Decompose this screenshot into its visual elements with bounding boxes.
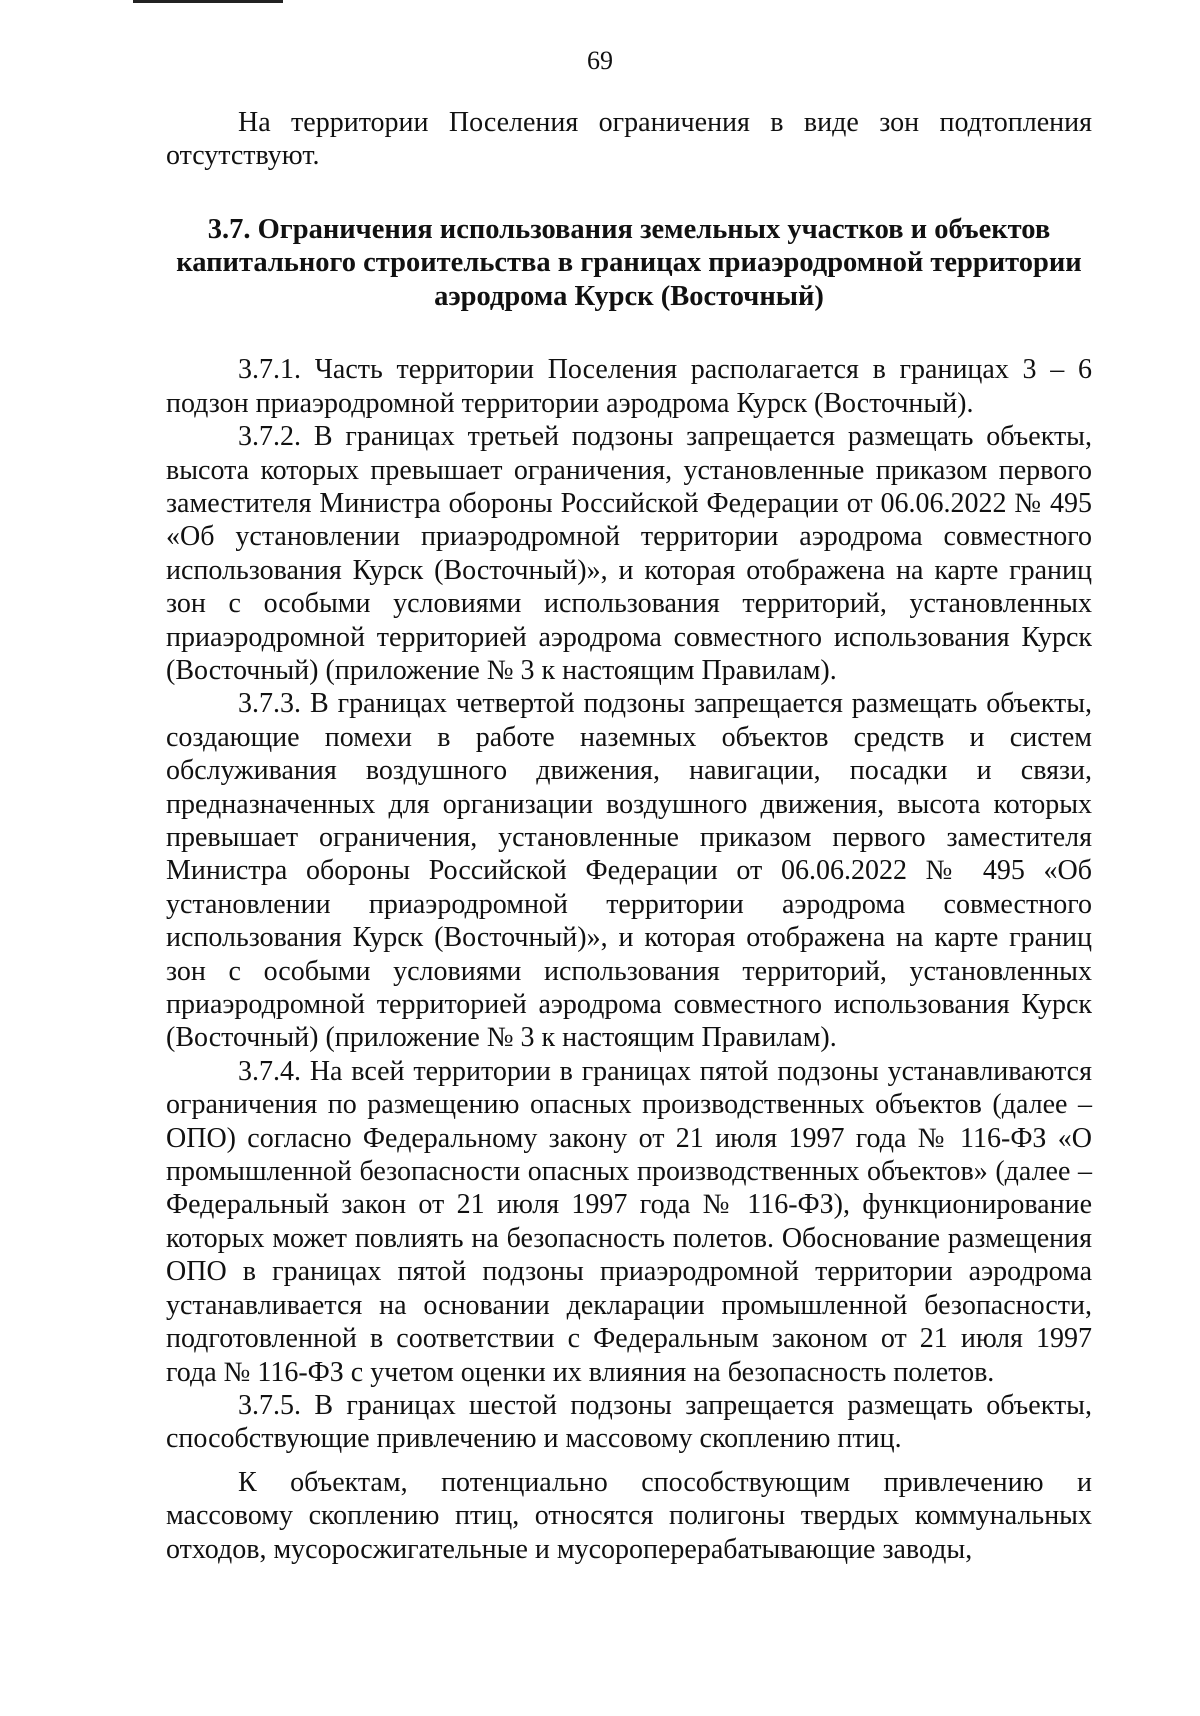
page-number: 69: [587, 46, 613, 75]
paragraph-3-7-1: 3.7.1. Часть территории Поселения располагается в границах 3 – 6 подзон приаэродромной территории аэродрома Курск (Восточный).: [166, 354, 1092, 419]
intro-paragraph: На территории Поселения ограничения в виде зон подтопления отсутствуют.: [166, 107, 1092, 172]
section-heading: 3.7. Ограничения использования земельных участков и объектов капитального строительства в границах приаэродромной территории аэродрома Курск (Восточный): [176, 213, 1082, 312]
scan-edge-mark: [133, 0, 283, 3]
document-body: [166, 106, 1092, 1566]
paragraph-3-7-4: 3.7.4. На всей территории в границах пятой подзоны устанавливаются ограничения по размещению опасных производственных объектов (далее – ОПО) согласно Федеральному закону от 21 июля 1997 года № 116-ФЗ «О промышленной безопасности опасных производственных объектов» (далее – Федеральный закон от 21 июля 1997 года № 116-ФЗ), функционирование которых может повлиять на безопасность полетов. Обоснование размещения ОПО в границах пятой подзоны приаэродромной территории аэродрома устанавливается на основании декларации промышленной безопасности, подготовленной в соответствии с Федеральным законом от 21 июля 1997 года № 116-ФЗ с учетом оценки их влияния на безопасность полетов.: [166, 1055, 1092, 1388]
paragraph-3-7-2: 3.7.2. В границах третьей подзоны запрещается размещать объекты, высота которых превышает ограничения, установленные приказом первого заместителя Министра обороны Российской Федерации от 06.06.2022 № 495 «Об установлении приаэродромной территории аэродрома совместного использования Курск (Восточный)», и которая отображена на карте границ зон с особыми условиями использования территорий, установленных приаэродромной территорией аэродрома совместного использования Курск (Восточный) (приложение № 3 к настоящим Правилам).: [166, 421, 1092, 686]
paragraph-3-7-5: 3.7.5. В границах шестой подзоны запрещается размещать объекты, способствующие привлечению и массовому скоплению птиц.: [166, 1389, 1092, 1455]
paragraph-3-7-3: 3.7.3. В границах четвертой подзоны запрещается размещать объекты, создающие помехи в работе наземных объектов средств и систем обслуживания воздушного движения, навигации, посадки и связи, предназначенных для организации воздушного движения, высота которых превышает ограничения, установленные приказом первого заместителя Министра обороны Российской Федерации от 06.06.2022 № 495 «Об установлении приаэродромной территории аэродрома совместного использования Курск (Восточный)», и которая отображена на карте границ зон с особыми условиями использования территорий, установленных приаэродромной территорией аэродрома совместного использования Курск (Восточный) (приложение № 3 к настоящим Правилам).: [166, 688, 1092, 1054]
closing-paragraph: К объектам, потенциально способствующим привлечению и массовому скоплению птиц, относятся полигоны твердых коммунальных отходов, мусоросжигательные и мусороперерабатывающие заводы,: [166, 1466, 1092, 1565]
